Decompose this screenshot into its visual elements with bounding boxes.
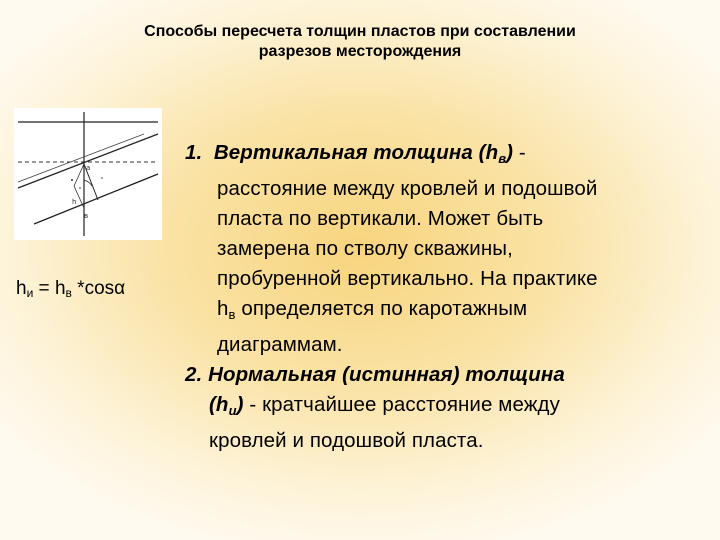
item-term: Нормальная (истинная) толщина — [208, 363, 565, 386]
item-term-abbrev: $(h_и)$ — [209, 393, 244, 418]
list-item-normal-thickness — [185, 360, 705, 456]
item-number: 1. — [185, 141, 203, 164]
stratum-thickness-diagram — [14, 108, 162, 240]
thickness-formula: $h_и = h_в$ *cosα — [16, 278, 126, 300]
fig-label-hn: h — [72, 198, 77, 206]
title-line-1: Способы пересчета толщин пластов при составлении — [144, 23, 576, 40]
list-item-vertical-thickness — [185, 138, 705, 360]
item-text-line: пласта по вертикали. Может быть — [217, 207, 544, 230]
slide-title — [40, 22, 680, 62]
item-term: Вертикальная толщина $(h_в)$ — [213, 141, 514, 166]
item-number: 2. — [185, 363, 203, 386]
item-text-line: замерена по стволу скважины, — [217, 237, 513, 260]
item-text-line: - кратчайшее расстояние между — [243, 393, 560, 416]
title-line-2: разрезов месторождения — [258, 43, 462, 60]
item-text-line: $h_в$ определяется по каротажным — [217, 297, 528, 322]
fig-label-b: в — [84, 212, 89, 220]
item-text-line: расстояние между кровлей и подошвой — [217, 177, 598, 200]
fig-label-a: a — [86, 164, 91, 172]
definitions-list — [185, 138, 705, 456]
stratum-cross-section-diagram-icon — [14, 108, 162, 240]
item-text-line: пробуренной вертикально. На практике — [217, 267, 598, 290]
item-text-line: кровлей и подошвой пласта. — [209, 429, 484, 452]
item-term-dash: - — [513, 141, 526, 164]
item-text-line: диаграммам. — [217, 333, 343, 356]
